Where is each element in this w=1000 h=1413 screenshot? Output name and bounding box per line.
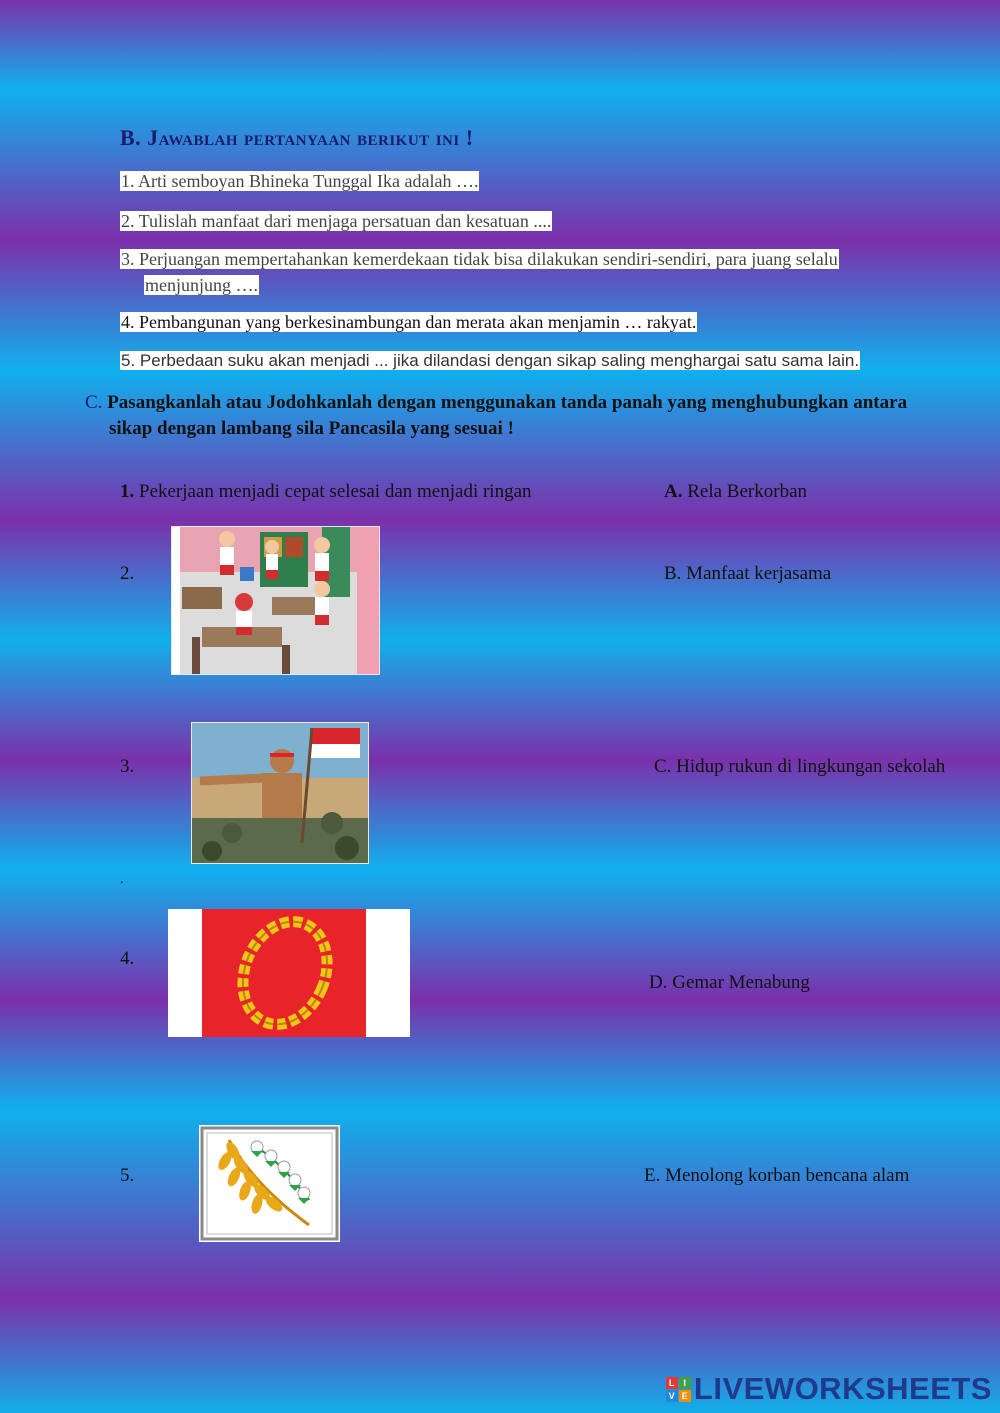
question-4 xyxy=(120,311,697,333)
right-item-e: E. Menolong korban bencana alam xyxy=(644,1165,910,1186)
question-2-text: 2. Tulislah manfaat dari menjaga persatuan dan kesatuan .... xyxy=(121,211,552,231)
left-item-1-number: 1. xyxy=(120,481,135,502)
rice-cotton-sila-5-icon xyxy=(199,1125,340,1242)
question-3-text: 3. Perjuangan mempertahankan kemerdekaan tidak bisa dilakukan sendiri-sendiri, para juang selalu xyxy=(121,249,838,269)
left-item-2-number: 2. xyxy=(120,563,135,584)
chain-symbol-picture xyxy=(168,909,410,1037)
classroom-cleaning-illustration xyxy=(172,527,379,674)
instruction-line-2: sikap dengan lambang sila Pancasila yang sesuai ! xyxy=(109,418,514,439)
right-item-d: D. Gemar Menabung xyxy=(649,972,810,993)
right-item-b: B. Manfaat kerjasama xyxy=(664,563,832,584)
question-1 xyxy=(120,170,479,192)
section-c-instruction xyxy=(85,390,965,442)
stray-dot: . xyxy=(120,872,124,887)
question-2 xyxy=(120,210,552,232)
freedom-fighter-illustration xyxy=(192,723,368,863)
question-3 xyxy=(120,248,839,270)
rice-cotton-picture xyxy=(199,1125,340,1242)
classroom-cleaning-picture xyxy=(171,526,380,675)
left-item-5-number: 5. xyxy=(120,1165,135,1186)
right-item-a xyxy=(664,481,807,503)
left-item-4-number: 4. xyxy=(120,948,135,969)
right-item-c: C. Hidup rukun di lingkungan sekolah xyxy=(654,756,946,777)
logo-letter-e: E xyxy=(679,1390,691,1402)
logo-letter-i: I xyxy=(679,1377,691,1389)
question-1-text: 1. Arti semboyan Bhineka Tunggal Ika adalah …. xyxy=(121,171,479,191)
chain-sila-2-icon xyxy=(168,909,410,1037)
question-3-continuation xyxy=(144,274,259,296)
question-5-text: 5. Perbedaan suku akan menjadi ... jika dilandasi dengan sikap saling menghargai satu sama lain. xyxy=(121,351,860,370)
left-item-1 xyxy=(120,481,532,503)
liveworksheets-watermark xyxy=(666,1371,992,1407)
left-item-3-number: 3. xyxy=(120,756,135,777)
question-4-text: 4. Pembangunan yang berkesinambungan dan merata akan menjamin … rakyat. xyxy=(121,312,697,332)
left-item-1-text: Pekerjaan menjadi cepat selesai dan menjadi ringan xyxy=(139,481,532,502)
liveworksheets-logo-icon xyxy=(666,1377,691,1402)
section-c-letter: C. xyxy=(85,392,103,413)
right-item-a-text: Rela Berkorban xyxy=(687,481,807,502)
question-3-text-2: menjunjung …. xyxy=(145,275,258,295)
watermark-brand: LIVEWORKSHEETS xyxy=(693,1371,992,1406)
logo-letter-v: V xyxy=(666,1390,678,1402)
logo-letter-l: L xyxy=(666,1377,678,1389)
question-5 xyxy=(120,350,860,372)
section-b-title: B. Jawablah pertanyaan berikut ini ! xyxy=(120,125,474,150)
freedom-fighter-picture xyxy=(191,722,369,864)
right-item-a-letter: A. xyxy=(664,481,683,502)
instruction-line-1: Pasangkanlah atau Jodohkanlah dengan menggunakan tanda panah yang menghubungkan antara xyxy=(107,392,908,413)
